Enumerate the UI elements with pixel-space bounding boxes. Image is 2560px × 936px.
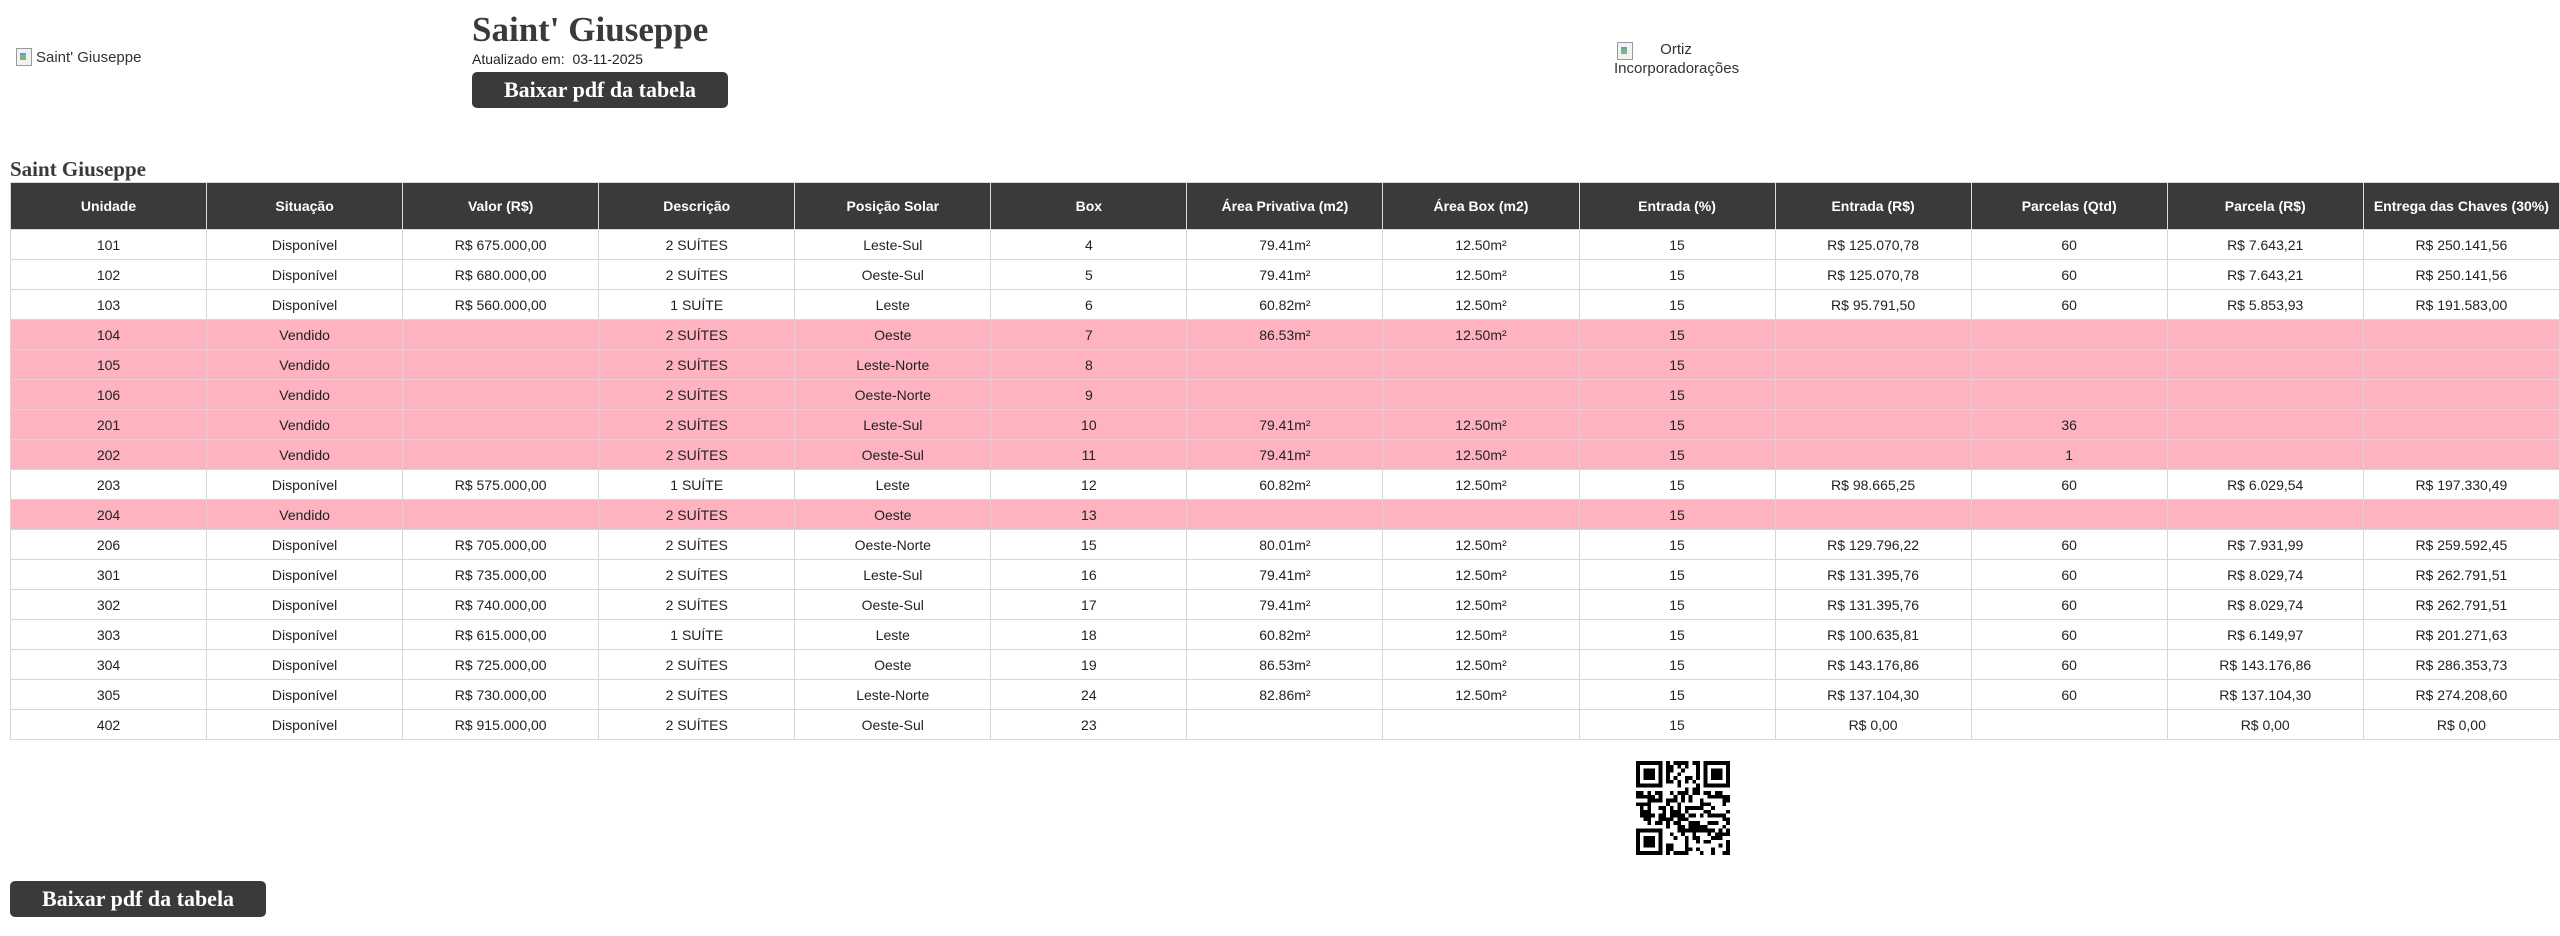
table-cell [2363,380,2559,410]
logo-image-right [1614,40,1738,78]
table-cell: 301 [11,560,207,590]
updated-label: Atualizado em: [472,51,565,67]
table-cell: R$ 915.000,00 [403,710,599,740]
table-cell: 304 [11,650,207,680]
table-cell: Oeste [795,650,991,680]
table-cell: 15 [1579,320,1775,350]
table-cell: R$ 560.000,00 [403,290,599,320]
table-cell [1775,440,1971,470]
table-cell: Leste-Sul [795,560,991,590]
table-cell [1775,380,1971,410]
table-cell [1187,710,1383,740]
table-cell: R$ 6.149,97 [2167,620,2363,650]
table-cell: 15 [1579,710,1775,740]
table-cell: 82.86m² [1187,680,1383,710]
table-row [11,380,2560,410]
table-cell [403,320,599,350]
table-cell: 15 [1579,440,1775,470]
table-cell: R$ 705.000,00 [403,530,599,560]
table-cell: 60.82m² [1187,290,1383,320]
table-cell: Vendido [207,380,403,410]
table-cell: Leste [795,470,991,500]
table-cell: 12.50m² [1383,260,1579,290]
table-cell: Leste-Norte [795,680,991,710]
table-cell: 60 [1971,530,2167,560]
table-cell: 15 [991,530,1187,560]
table-cell: R$ 143.176,86 [1775,650,1971,680]
table-cell [2167,320,2363,350]
table-cell: 2 SUÍTES [599,410,795,440]
table-cell: 60 [1971,620,2167,650]
table-cell: Disponível [207,590,403,620]
download-pdf-button[interactable]: Baixar pdf da tabela [472,72,728,108]
table-cell [2167,380,2363,410]
table-cell [2167,350,2363,380]
table-row [11,290,2560,320]
column-header: Entrega das Chaves (30%) [2363,183,2559,230]
table-cell [2167,440,2363,470]
table-cell: 1 SUÍTE [599,620,795,650]
table-cell: 2 SUÍTES [599,500,795,530]
table-cell [2363,350,2559,380]
table-cell: 12.50m² [1383,230,1579,260]
table-cell: R$ 131.395,76 [1775,590,1971,620]
table-cell: 23 [991,710,1187,740]
table-cell [1383,350,1579,380]
table-cell: Vendido [207,500,403,530]
table-cell: R$ 0,00 [1775,710,1971,740]
logo-alt-text: Saint' Giuseppe [36,48,142,66]
table-cell: Oeste-Sul [795,590,991,620]
table-cell: R$ 191.583,00 [2363,290,2559,320]
table-cell: 79.41m² [1187,410,1383,440]
table-cell: 206 [11,530,207,560]
table-cell [2363,410,2559,440]
column-header: Entrada (R$) [1775,183,1971,230]
table-cell: R$ 262.791,51 [2363,560,2559,590]
table-cell: Disponível [207,680,403,710]
table-cell: 8 [991,350,1187,380]
table-cell: 104 [11,320,207,350]
table-cell: 101 [11,230,207,260]
table-cell [1187,350,1383,380]
table-cell [403,350,599,380]
table-row [11,230,2560,260]
table-cell: 105 [11,350,207,380]
table-cell [2167,500,2363,530]
table-cell: R$ 725.000,00 [403,650,599,680]
table-header-row [11,183,2560,230]
qr-code-icon [1636,761,1730,855]
table-cell [1971,380,2167,410]
column-header: Área Privativa (m2) [1187,183,1383,230]
table-cell [1775,500,1971,530]
table-cell: 1 SUÍTE [599,470,795,500]
table-cell: 15 [1579,260,1775,290]
table-cell: 79.41m² [1187,590,1383,620]
table-row [11,350,2560,380]
table-cell: 60 [1971,650,2167,680]
table-cell: 10 [991,410,1187,440]
table-row [11,470,2560,500]
table-cell: 2 SUÍTES [599,380,795,410]
table-row [11,260,2560,290]
table-cell [1383,710,1579,740]
table-cell: 60 [1971,680,2167,710]
table-cell [1383,500,1579,530]
table-cell: 60 [1971,470,2167,500]
table-cell: 24 [991,680,1187,710]
table-cell: R$ 7.643,21 [2167,260,2363,290]
table-cell: 6 [991,290,1187,320]
table-cell: 2 SUÍTES [599,530,795,560]
table-cell: 60 [1971,230,2167,260]
table-cell: 5 [991,260,1187,290]
table-cell: 12.50m² [1383,290,1579,320]
table-cell: Leste-Norte [795,350,991,380]
table-cell: R$ 740.000,00 [403,590,599,620]
table-cell [1971,500,2167,530]
table-cell: Disponível [207,530,403,560]
table-cell: R$ 201.271,63 [2363,620,2559,650]
table-row [11,710,2560,740]
table-cell: 15 [1579,650,1775,680]
table-cell: 60 [1971,260,2167,290]
table-cell [403,410,599,440]
column-header: Parcela (R$) [2167,183,2363,230]
table-cell: R$ 100.635,81 [1775,620,1971,650]
table-cell: Oeste-Sul [795,440,991,470]
price-table [10,182,2560,740]
table-cell [1971,350,2167,380]
table-cell [403,440,599,470]
table-row [11,530,2560,560]
table-cell: R$ 250.141,56 [2363,230,2559,260]
column-header: Unidade [11,183,207,230]
table-cell: R$ 0,00 [2363,710,2559,740]
table-cell: Vendido [207,320,403,350]
table-cell: 18 [991,620,1187,650]
table-cell: 302 [11,590,207,620]
table-cell: Vendido [207,350,403,380]
table-cell: 15 [1579,560,1775,590]
table-cell [2363,500,2559,530]
table-cell: 15 [1579,350,1775,380]
table-cell: 7 [991,320,1187,350]
table-cell: Oeste-Norte [795,530,991,560]
broken-image-icon [16,48,32,66]
table-cell: 2 SUÍTES [599,650,795,680]
table-cell: R$ 250.141,56 [2363,260,2559,290]
table-cell: 4 [991,230,1187,260]
table-cell: Oeste-Sul [795,710,991,740]
table-cell: R$ 8.029,74 [2167,560,2363,590]
table-cell [1383,380,1579,410]
table-cell: Disponível [207,620,403,650]
table-cell: 12.50m² [1383,620,1579,650]
table-cell: R$ 125.070,78 [1775,230,1971,260]
table-cell: 80.01m² [1187,530,1383,560]
table-cell: 2 SUÍTES [599,710,795,740]
table-cell: 15 [1579,470,1775,500]
table-cell: 86.53m² [1187,650,1383,680]
table-cell [2363,440,2559,470]
table-cell: 60 [1971,290,2167,320]
table-cell: Disponível [207,710,403,740]
broken-image-icon [1617,42,1633,60]
table-cell: R$ 0,00 [2167,710,2363,740]
table-cell: 15 [1579,290,1775,320]
table-row [11,410,2560,440]
table-cell [1971,320,2167,350]
table-row [11,440,2560,470]
table-cell: 15 [1579,620,1775,650]
table-cell: 15 [1579,380,1775,410]
logo-image-left [16,48,141,66]
table-cell: 60.82m² [1187,620,1383,650]
table-cell: R$ 730.000,00 [403,680,599,710]
table-cell: 402 [11,710,207,740]
table-cell: 2 SUÍTES [599,680,795,710]
table-cell: R$ 125.070,78 [1775,260,1971,290]
table-cell: R$ 575.000,00 [403,470,599,500]
table-cell: 12.50m² [1383,530,1579,560]
table-cell [2363,320,2559,350]
table-cell: 2 SUÍTES [599,230,795,260]
table-cell: 2 SUÍTES [599,320,795,350]
table-cell: 12.50m² [1383,560,1579,590]
table-cell: 2 SUÍTES [599,350,795,380]
table-cell: 1 SUÍTE [599,290,795,320]
table-cell: R$ 197.330,49 [2363,470,2559,500]
table-body [11,230,2560,740]
table-cell: Disponível [207,560,403,590]
table-cell: Oeste-Norte [795,380,991,410]
table-cell: 16 [991,560,1187,590]
table-cell: 79.41m² [1187,230,1383,260]
table-cell [1775,350,1971,380]
table-cell: R$ 680.000,00 [403,260,599,290]
table-cell: R$ 6.029,54 [2167,470,2363,500]
table-cell: Leste [795,620,991,650]
column-header: Descrição [599,183,795,230]
table-cell: 2 SUÍTES [599,560,795,590]
table-cell: 9 [991,380,1187,410]
table-cell: Disponível [207,290,403,320]
table-row [11,650,2560,680]
table-cell: 12.50m² [1383,440,1579,470]
table-cell [1187,500,1383,530]
table-row [11,680,2560,710]
table-cell: 17 [991,590,1187,620]
page-header [472,10,728,108]
table-cell [403,380,599,410]
table-cell: 15 [1579,410,1775,440]
table-cell: Leste-Sul [795,410,991,440]
column-header: Box [991,183,1187,230]
table-row [11,620,2560,650]
table-cell: 202 [11,440,207,470]
table-row [11,590,2560,620]
table-cell: 15 [1579,230,1775,260]
table-cell: R$ 137.104,30 [2167,680,2363,710]
table-cell: 60 [1971,590,2167,620]
table-cell: 2 SUÍTES [599,440,795,470]
table-cell [1775,410,1971,440]
table-cell: R$ 259.592,45 [2363,530,2559,560]
table-cell: Vendido [207,410,403,440]
table-cell: R$ 143.176,86 [2167,650,2363,680]
table-cell: Disponível [207,470,403,500]
table-cell: R$ 615.000,00 [403,620,599,650]
table-cell: R$ 95.791,50 [1775,290,1971,320]
column-header: Entrada (%) [1579,183,1775,230]
table-cell: 106 [11,380,207,410]
table-cell: Disponível [207,650,403,680]
page-title: Saint' Giuseppe [472,10,709,49]
table-cell: 12 [991,470,1187,500]
table-cell: 11 [991,440,1187,470]
table-row [11,320,2560,350]
table-cell: 86.53m² [1187,320,1383,350]
table-row [11,560,2560,590]
table-cell: 102 [11,260,207,290]
table-cell: 305 [11,680,207,710]
table-cell: 2 SUÍTES [599,590,795,620]
updated-info [472,50,728,68]
table-cell: 12.50m² [1383,470,1579,500]
column-header: Situação [207,183,403,230]
table-cell: R$ 98.665,25 [1775,470,1971,500]
table-cell: R$ 675.000,00 [403,230,599,260]
table-cell: 12.50m² [1383,410,1579,440]
table-cell: R$ 131.395,76 [1775,560,1971,590]
table-cell [1187,380,1383,410]
table-cell: Oeste [795,320,991,350]
column-header: Área Box (m2) [1383,183,1579,230]
column-header: Parcelas (Qtd) [1971,183,2167,230]
table-cell: 15 [1579,530,1775,560]
table-cell: 12.50m² [1383,650,1579,680]
table-cell: 15 [1579,590,1775,620]
table-cell [1775,320,1971,350]
table-cell: 103 [11,290,207,320]
table-cell: R$ 262.791,51 [2363,590,2559,620]
table-cell [403,500,599,530]
table-cell: R$ 7.931,99 [2167,530,2363,560]
table-cell: 2 SUÍTES [599,260,795,290]
logo-alt-text: Ortiz Incorporadorações [1614,41,1740,77]
table-row [11,500,2560,530]
table-cell: 15 [1579,500,1775,530]
table-cell: 79.41m² [1187,560,1383,590]
table-cell: Oeste-Sul [795,260,991,290]
table-cell: 13 [991,500,1187,530]
table-cell: R$ 129.796,22 [1775,530,1971,560]
table-cell [2167,410,2363,440]
table-cell: R$ 5.853,93 [2167,290,2363,320]
table-cell: 204 [11,500,207,530]
download-pdf-button-bottom[interactable]: Baixar pdf da tabela [10,881,266,917]
column-header: Valor (R$) [403,183,599,230]
table-cell: R$ 137.104,30 [1775,680,1971,710]
table-cell: 12.50m² [1383,680,1579,710]
table-cell: Leste-Sul [795,230,991,260]
table-cell: R$ 735.000,00 [403,560,599,590]
table-cell: Vendido [207,440,403,470]
table-cell: 303 [11,620,207,650]
updated-date: 03-11-2025 [572,51,644,67]
table-cell: Disponível [207,230,403,260]
table-cell: R$ 274.208,60 [2363,680,2559,710]
table-cell: Leste [795,290,991,320]
table-cell: 79.41m² [1187,260,1383,290]
table-cell: 15 [1579,680,1775,710]
table-cell: 201 [11,410,207,440]
column-header: Posição Solar [795,183,991,230]
table-cell: 12.50m² [1383,590,1579,620]
table-cell: R$ 8.029,74 [2167,590,2363,620]
table-cell: 60 [1971,560,2167,590]
table-cell: 36 [1971,410,2167,440]
table-cell: 19 [991,650,1187,680]
table-cell: Disponível [207,260,403,290]
table-cell: R$ 7.643,21 [2167,230,2363,260]
table-cell: Oeste [795,500,991,530]
table-cell: 60.82m² [1187,470,1383,500]
table-cell: R$ 286.353,73 [2363,650,2559,680]
table-cell: 203 [11,470,207,500]
table-cell: 12.50m² [1383,320,1579,350]
section-title: Saint Giuseppe [10,157,146,181]
table-cell: 79.41m² [1187,440,1383,470]
table-cell [1971,710,2167,740]
table-cell: 1 [1971,440,2167,470]
